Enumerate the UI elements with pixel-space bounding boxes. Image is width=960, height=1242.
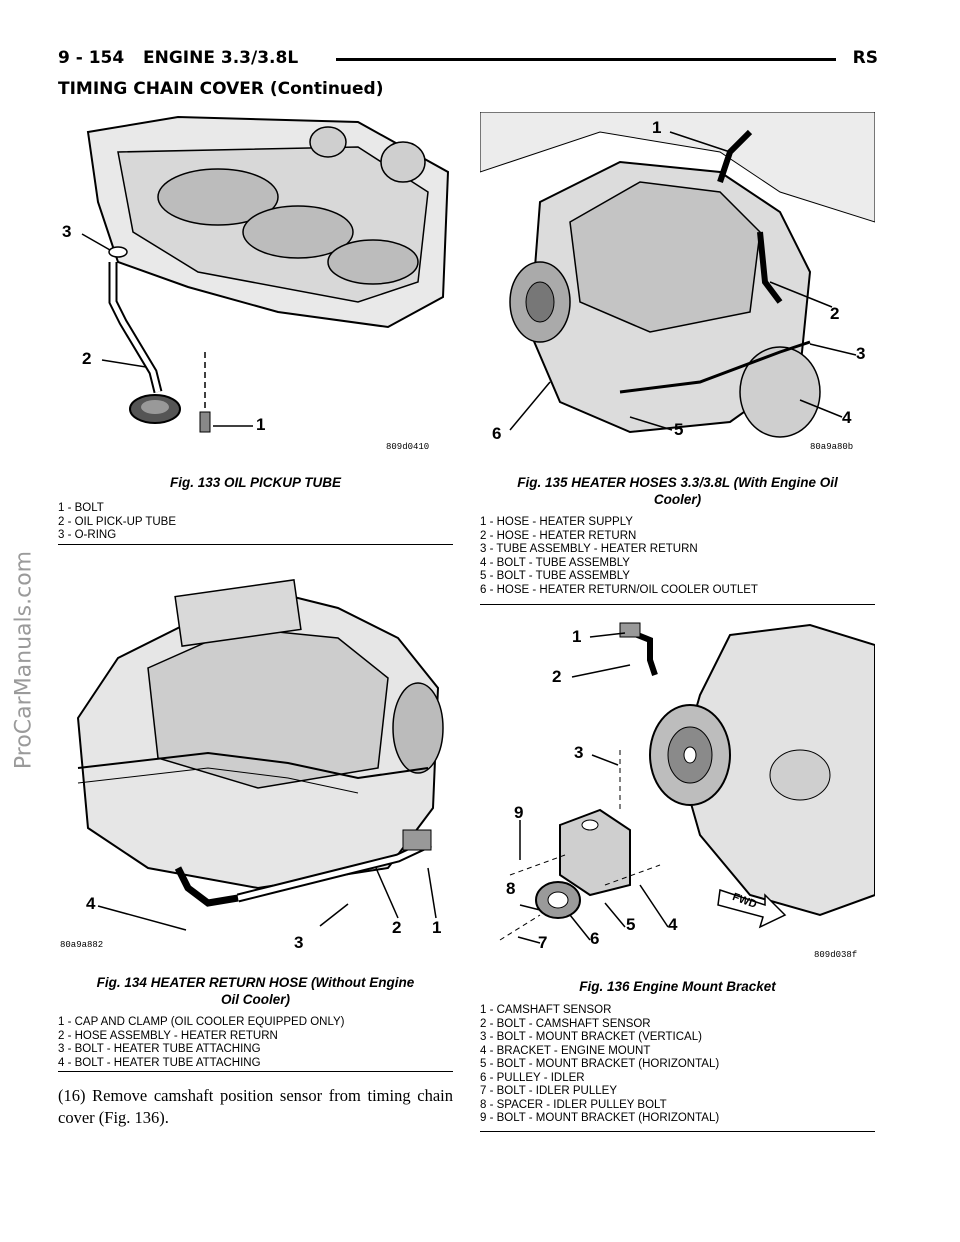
- legend-item: 2 - HOSE ASSEMBLY - HEATER RETURN: [58, 1029, 278, 1042]
- fig135-callout-6: 6: [492, 424, 502, 443]
- legend-item: 6 - PULLEY - IDLER: [480, 1071, 585, 1084]
- legend-item: 4 - BOLT - HEATER TUBE ATTACHING: [58, 1056, 261, 1069]
- fig135-rule: [480, 604, 875, 605]
- legend-item: 8 - SPACER - IDLER PULLEY BOLT: [480, 1098, 667, 1111]
- model-code: RS: [852, 48, 878, 68]
- fig136-code: 809d038f: [814, 950, 858, 960]
- fig133-rule: [58, 544, 453, 545]
- fig136-callout-7: 7: [538, 933, 548, 952]
- legend-item: 1 - HOSE - HEATER SUPPLY: [480, 516, 633, 528]
- fig135-callout-5: 5: [674, 420, 684, 439]
- fig135-illustration: [480, 112, 875, 467]
- header-rule: [336, 58, 836, 61]
- legend-item: 1 - BOLT: [58, 502, 104, 514]
- fig135-callout-3: 3: [856, 344, 866, 363]
- fig133-illustration: [58, 112, 453, 467]
- page-header: [58, 48, 878, 74]
- legend-item: 5 - BOLT - MOUNT BRACKET (HORIZONTAL): [480, 1058, 720, 1070]
- fig134-callout-3: 3: [294, 933, 304, 952]
- legend-item: 9 - BOLT - MOUNT BRACKET (HORIZONTAL): [480, 1112, 720, 1124]
- fig134-rule: [58, 1071, 453, 1072]
- fig133-code: 809d0410: [386, 442, 430, 452]
- section-title: TIMING CHAIN COVER (Continued): [58, 79, 384, 99]
- fig135-callout-4: 4: [842, 408, 852, 427]
- fig134-title: Fig. 134 HEATER RETURN HOSE (Without Engine Oil Cooler): [96, 975, 415, 1007]
- page-number: 9 - 154: [58, 48, 125, 68]
- fig136-callout-3: 3: [574, 743, 584, 762]
- legend-item: 3 - BOLT - MOUNT BRACKET (VERTICAL): [480, 1031, 702, 1043]
- legend-item: 7 - BOLT - IDLER PULLEY: [480, 1085, 617, 1097]
- legend-item: 6 - HOSE - HEATER RETURN/OIL COOLER OUTLET: [480, 583, 758, 596]
- fig136-illustration: [480, 615, 875, 975]
- legend-item: 4 - BRACKET - ENGINE MOUNT: [480, 1044, 651, 1057]
- fig136-callout-1: 1: [572, 627, 582, 646]
- chapter-title: ENGINE 3.3/3.8L: [143, 48, 299, 68]
- fig136-callout-4: 4: [668, 915, 678, 934]
- legend-item: 2 - HOSE - HEATER RETURN: [480, 529, 637, 542]
- fig135-callout-1: 1: [652, 118, 662, 137]
- fig134-callout-1: 1: [432, 918, 442, 937]
- fig136-callout-5: 5: [626, 915, 636, 934]
- fig135-code: 80a9a80b: [810, 442, 854, 452]
- fig136-callout-6: 6: [590, 929, 600, 948]
- fig134-illustration: [58, 568, 453, 961]
- legend-item: 4 - BOLT - TUBE ASSEMBLY: [480, 556, 630, 569]
- fig133-title: Fig. 133 OIL PICKUP TUBE: [169, 475, 342, 490]
- fig135-legend: [480, 516, 758, 597]
- fig133-callout-1: 1: [256, 415, 266, 434]
- fig134-callout-2: 2: [392, 918, 402, 937]
- fig134-legend: [58, 1016, 345, 1070]
- fig136-callout-8: 8: [506, 879, 516, 898]
- procedure-step-16: (16) Remove camshaft position sensor from timing chain cover (Fig. 136).: [58, 1086, 453, 1127]
- fig136-callout-2: 2: [552, 667, 562, 686]
- legend-item: 3 - O-RING: [58, 529, 117, 541]
- fig133-callout-2: 2: [82, 349, 92, 368]
- legend-item: 3 - TUBE ASSEMBLY - HEATER RETURN: [480, 543, 698, 555]
- legend-item: 1 - CAP AND CLAMP (OIL COOLER EQUIPPED ONLY): [58, 1016, 345, 1028]
- fig136-callout-9: 9: [514, 803, 524, 822]
- legend-item: 1 - CAMSHAFT SENSOR: [480, 1004, 612, 1016]
- fwd-label: FWD: [730, 891, 759, 911]
- fig133-callout-3: 3: [62, 222, 72, 241]
- legend-item: 2 - OIL PICK-UP TUBE: [58, 515, 177, 528]
- fig133-legend: [58, 502, 176, 543]
- fig135-title: Fig. 135 HEATER HOSES 3.3/3.8L (With Engine Oil Cooler): [517, 475, 838, 507]
- fig134-callout-4: 4: [86, 894, 96, 913]
- side-watermark: ProCarManuals.com: [11, 550, 37, 770]
- legend-item: 5 - BOLT - TUBE ASSEMBLY: [480, 570, 630, 582]
- legend-item: 2 - BOLT - CAMSHAFT SENSOR: [480, 1017, 651, 1030]
- fig136-title: Fig. 136 Engine Mount Bracket: [579, 979, 776, 994]
- fig136-rule: [480, 1131, 875, 1132]
- fig135-callout-2: 2: [830, 304, 840, 323]
- fig134-code: 80a9a882: [60, 940, 104, 950]
- fig136-legend: [480, 1004, 719, 1126]
- legend-item: 3 - BOLT - HEATER TUBE ATTACHING: [58, 1043, 261, 1055]
